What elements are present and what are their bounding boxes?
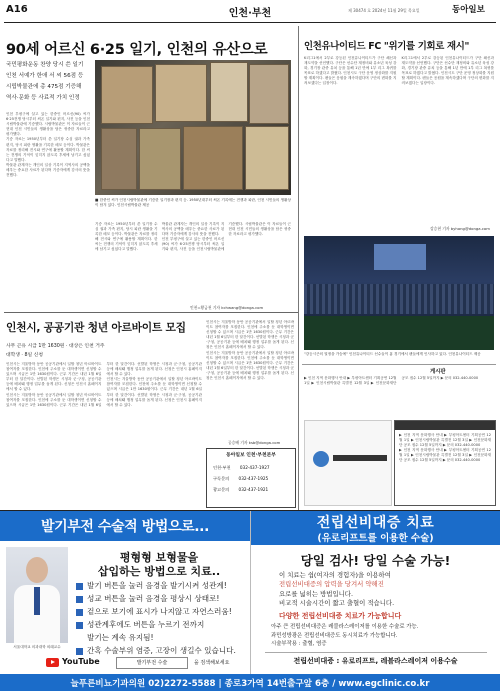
youtube-row: [46, 656, 246, 670]
ad-left-lead-2: 삽입하는 방법으로 치료..: [97, 565, 221, 578]
fc-byline: 강승현 기자 byhong@donga.com: [430, 226, 490, 231]
ad-left-banner-text: 발기부전 수술적 방법으로...: [40, 519, 210, 535]
youtube-search-text: 발기부전 수술: [136, 660, 168, 666]
schedule-body: ▶ 인천 지역 문화행사 안내 ▶ 부평아트센터 기획공연 12월 1일 ▶ 인천시립박물관 특별전 12월 3일 ▶ 인천문화재단 공모 접수 12월 5일까지 ▶ 문의 032-440-0000: [304, 376, 479, 386]
main-body-columns: 기증 자료는 1950년부터 쓴 일기장 수십 권과 가족 편지, 당시 피란 생활을 기록한 메모 등이다. 박물관은 자료를 정리해 전시와 연구에 활용할 계획이다. 한 씨는 전쟁의 기억이 잊히지 않도록 후세에 남기고 싶었다고 말했다. 박물관 관계자는 개인의 일상 기록이 지역사의 공백을 메우는 중요한 사료가 된다며 기증자에게 감사의 뜻을 전했다. 인천 부평구에 살고 있는 한중인 어르신(90) 씨가 6·25전쟁 당시부터 써온 일기와 편지, 사진 등을 인천시립박물관에 기증했다. 시립박물관은 이 자료들이 근현대 인천 시민들의 생활상을 담은 귀중한 자료라고 평가했다.: [95, 222, 291, 252]
small-ad-header-bar: [395, 421, 495, 430]
ad-right-footer: 전립선비대증 : 유로리프트, 레블라스레이저 이용수술: [293, 657, 458, 665]
ad-right-body-2: 전립선비대증의 압력을 당겨서 약해진: [279, 580, 384, 589]
issue-info: 제 30474 호 2024년 11월 29일 목요일: [348, 8, 420, 13]
lower-rule: [4, 312, 298, 313]
notebook-5: [101, 128, 137, 190]
ad-left-lead-1: 평형형 보형물을: [119, 551, 199, 564]
doctor-tie: [34, 587, 40, 615]
bullet-3: 겉으로 보기에 표시가 나지않고 자연스러움!: [76, 607, 248, 617]
fc-photo-caption: "강등시즌의 열정을 가슴에" 인천유나이티드 선수들이 홈 경기에서 팬들에게 인사하고 있다. 인천유나이티드 제공: [304, 352, 481, 356]
ad-right-body-7: 시술부작용 : 출혈, 염증: [271, 641, 327, 648]
stadium-screen: [374, 244, 426, 270]
youtube-note: 을 검색해보세요: [194, 660, 230, 666]
small-ad-logo: [304, 420, 392, 506]
subhead-2: 인천 서예가 한애 서 씨 56점 등: [6, 73, 84, 79]
fc-photo: [304, 236, 494, 350]
bullet-square-icon: [76, 648, 83, 655]
ad-right-body-4: 비교적 시술시간이 짧고 출혈이 적습니다.: [279, 599, 395, 608]
notebook-2: [155, 64, 207, 122]
art-byline: 공승배 기자 ksb@donga.com: [228, 440, 281, 445]
youtube-icon: [46, 658, 59, 667]
youtube-label: YouTube: [62, 657, 100, 666]
subhead-1: 국민평화운동 찬양 당시 쓴 일기: [6, 62, 84, 68]
notebook-1: [101, 66, 153, 124]
logo-text: [333, 455, 387, 461]
ad-left: [0, 511, 250, 674]
ad-right-banner: [251, 511, 500, 545]
main-photo: [95, 60, 291, 195]
header-rule: [4, 22, 496, 23]
main-byline: 인천=황금천 기자 kchwang@donga.com: [190, 305, 264, 310]
doctor-photo: [6, 547, 68, 643]
page-header: [0, 0, 500, 22]
doctor-head: [26, 557, 48, 583]
bullet-square-icon: [76, 583, 83, 590]
subscription-box: [206, 448, 296, 508]
main-photo-caption: ■ 한중인 씨가 인천시립박물관에 기증한 일기장과 편지 등. 1950년대부터 써온 기록에는 전쟁과 피란, 인천 시민들의 생활상이 담겨 있다. 인천시립박물관 제공: [95, 198, 291, 208]
main-body: [6, 112, 90, 312]
subscription-row-3: 광고문의 032-437-1921: [213, 487, 269, 492]
subhead-3: 시립박물관에 총 475점 기증해: [6, 84, 82, 90]
subscription-row-1: 인천·부천 032-437-1927: [213, 465, 270, 470]
main-subheads: [6, 60, 90, 104]
schedule-rule: [302, 364, 496, 365]
notebook-4: [249, 64, 289, 124]
ad-right-body-5: 아주 큰 전립선비대증은 레블라스레이저를 이용한 수술로 가능.: [271, 624, 419, 630]
bullet-6: 간혹 수술부위 염증, 고장이 생길수 있습니다.: [76, 646, 248, 656]
notebook-3: [210, 62, 248, 122]
ad-right-body-3: 요로를 넓히는 방법입니다.: [279, 589, 354, 598]
art-headline: 인천시, 공공기관 청년 아르바이트 모집: [6, 321, 186, 334]
section-title: 인천·부천: [228, 8, 272, 19]
logo-icon: [313, 451, 329, 467]
small-ad-info: [394, 420, 496, 506]
small-ad-text: ▶ 인천 지역 문화행사 안내 ▶ 부평아트센터 기획공연 12월 1일 ▶ 인천시립박물관 특별전 12월 3일 ▶ 인천문화재단 공모 접수 12월 5일까지 ▶ 문의 032-440-0000 ▶ 인천 지역 문화행사 안내 ▶ 부평아트센터 기획공연 12월 1일 ▶ 인천시립박물관 특별전 12월 3일 ▶ 인천문화재단 공모 접수 12월 5일까지 ▶ 문의 032-440-0000: [399, 433, 491, 463]
fc-headline: 인천유나이티드 FC "위기를 기회로 재시": [304, 41, 470, 52]
main-body-p2: 기증 자료는 1950년부터 쓴 일기장 수십 권과 가족 편지, 당시 피란 생활을 기록한 메모 등이다. 박물관은 자료를 정리해 전시와 연구에 활용할 계획이다. 한 씨는 전쟁의 기억이 잊히지 않도록 후세에 남기고 싶었다고 말했다.: [6, 137, 90, 162]
ad-right-body: [279, 571, 489, 609]
ad-right-notes: [271, 623, 493, 649]
bullet-4: 성관계후에도 버튼을 누르기 전까지: [76, 620, 248, 630]
stadium-field: [304, 316, 494, 350]
subscription-title: 동아일보 인천·부천본부: [226, 453, 276, 458]
bullet-square-icon: [76, 622, 83, 629]
bullet-1: 발기 버튼을 눌러 음경을 발기시켜 성관계!: [76, 581, 248, 591]
art-body: 인천시는 겨울방학 동안 공공기관에서 일할 청년 아르바이트 참여자를 모집한다. 인천에 주소를 둔 대학생이면 신청할 수 있으며 시급은 1만 1630원이다. 근무 기간은 내년 1월 6일부터 한 달간이다. 선발된 학생은 시청과 군·구청, 공공기관 등에 배치돼 행정 업무를 돕게 된다. 신청은 인천시 홈페이지에서 할 수 있다. 인천시는 겨울방학 동안 공공기관에서 일할 청년 아르바이트 참여자를 모집한다. 인천에 주소를 둔 대학생이면 신청할 수 있으며 시급은 1만 1630원이다. 근무 기간은 내년 1월 6일부터 한 달간이다. 선발된 학생은 시청과 군·구청, 공공기관 등에 배치돼 행정 업무를 돕게 된다. 신청은 인천시 홈페이지에서 할 수 있다. 인천시는 겨울방학 동안 공공기관에서 일할 청년 아르바이트 참여자를 모집한다. 인천에 주소를 둔 대학생이면 신청할 수 있으며 시급은 1만 1630원이다. 근무 기간은 내년 1월 6일부터 한 달간이다. 선발된 학생은 시청과 군·구청, 공공기관 등에 배치돼 행정 업무를 돕게 된다. 신청은 인천시 홈페이지에서 할 수 있다.: [6, 362, 202, 407]
page-number: A16: [6, 4, 28, 15]
play-icon: [51, 660, 55, 664]
ad-right-body-1: 이 치료는 쉽(여자의 경험자)을 이용하여: [279, 571, 391, 579]
paper-name: 동아일보: [452, 5, 485, 15]
notebook-8: [245, 126, 289, 190]
art-body-right: 인천시는 겨울방학 동안 공공기관에서 일할 청년 아르바이트 참여자를 모집한다. 인천에 주소를 둔 대학생이면 신청할 수 있으며 시급은 1만 1630원이다. 근무 기간은 내년 1월 6일부터 한 달간이다. 선발된 학생은 시청과 군·구청, 공공기관 등에 배치돼 행정 업무를 돕게 된다. 신청은 인천시 홈페이지에서 할 수 있다. 인천시는 겨울방학 동안 공공기관에서 일할 청년 아르바이트 참여자를 모집한다. 인천에 주소를 둔 대학생이면 신청할 수 있으며 시급은 1만 1630원이다. 근무 기간은 내년 1월 6일부터 한 달간이다. 선발된 학생은 시청과 군·구청, 공공기관 등에 배치돼 행정 업무를 돕게 된다. 신청은 인천시 홈페이지에서 할 수 있다.: [206, 320, 294, 381]
main-body-p3: 박물관 관계자는 개인의 일상 기록이 지역사의 공백을 메우는 중요한 사료가 된다며 기증자에게 감사의 뜻을 전했다.: [6, 162, 90, 178]
ad-right-body-6: 과민성방광은 전립선비대증도 동시치료가 가능합니다.: [271, 632, 398, 639]
art-subhead: 사무 곤유 시급 1만 1630원 · 대상은 인천 거주 대학생 · 8일 신청: [6, 344, 105, 358]
main-headline: 90세 어르신 6·25 일기, 인천의 유산으로: [6, 42, 268, 58]
notebook-6: [139, 128, 181, 190]
ad-right-highlight: 다양한 전립선비대증 치료가 가능합니다: [279, 612, 402, 620]
ad-right: [251, 511, 500, 674]
notebook-7: [183, 126, 243, 190]
youtube-search-box[interactable]: [116, 657, 188, 669]
ad-right-headline: 당일 검사! 당일 수술 가능!: [300, 553, 451, 568]
ad-right-banner-1: 전립선비대증 치료: [316, 515, 435, 531]
ad-left-bullets: [76, 581, 248, 659]
subscription-row-2: 구독문의 032-437-1925: [213, 476, 269, 481]
bullet-5: 발기는 계속 유지됨!: [87, 633, 154, 642]
bottom-bar-text: 늘푸른비뇨기과의원 02)2272-5588 | 종로3가역 14번출구앞 6층 / www.egclinic.co.kr: [70, 679, 430, 689]
doctor-caption: 서울대학교 의과대학 외래교수: [13, 645, 61, 649]
main-body-p1: 인천 부평구에 살고 있는 한중인 어르신(90) 씨가 6·25전쟁 당시부터 써온 일기와 편지, 사진 등을 인천시립박물관에 기증했다. 시립박물관은 이 자료들이 근현대 인천 시민들의 생활상을 담은 귀중한 자료라고 평가했다.: [6, 112, 90, 137]
ad-left-banner: [0, 511, 250, 541]
subhead-4: 역사·문화 등 사료적 가치 인정: [6, 95, 80, 101]
bullet-square-icon: [76, 609, 83, 616]
fc-body: K리그1에서 2부로 강등된 인천유나이티드가 구단 쇄신과 재도약을 선언했다. 구단은 선수단 재정비와 유소년 육성 강화, 경기장 관중 유치 등을 통해 1년 만에 1부 리그 복귀를 목표로 하겠다고 밝혔다. 인천시도 구단 운영 정상화를 지원할 계획이다. 팬들은 응원을 계속하겠다며 구단의 변화를 지켜보겠다는 입장이다. K리그1에서 2부로 강등된 인천유나이티드가 구단 쇄신과 재도약을 선언했다. 구단은 선수단 재정비와 유소년 육성 강화, 경기장 관중 유치 등을 통해 1년 만에 1부 리그 복귀를 목표로 하겠다고 밝혔다. 인천시도 구단 운영 정상화를 지원할 계획이다. 팬들은 응원을 계속하겠다며 구단의 변화를 지켜보겠다는 입장이다.: [304, 56, 494, 86]
bottom-bar: [0, 674, 500, 691]
stadium-crowd: [304, 284, 494, 314]
ad-right-banner-2: (유로리프트를 이용한 수술): [317, 533, 434, 544]
schedule-title: 게시판: [430, 369, 446, 375]
bullet-square-icon: [76, 596, 83, 603]
ad-right-footer-rule: [265, 652, 487, 653]
bullet-2: 성교 버튼을 눌러 음경을 평상시 상태로!: [76, 594, 248, 604]
column-divider: [298, 26, 299, 510]
